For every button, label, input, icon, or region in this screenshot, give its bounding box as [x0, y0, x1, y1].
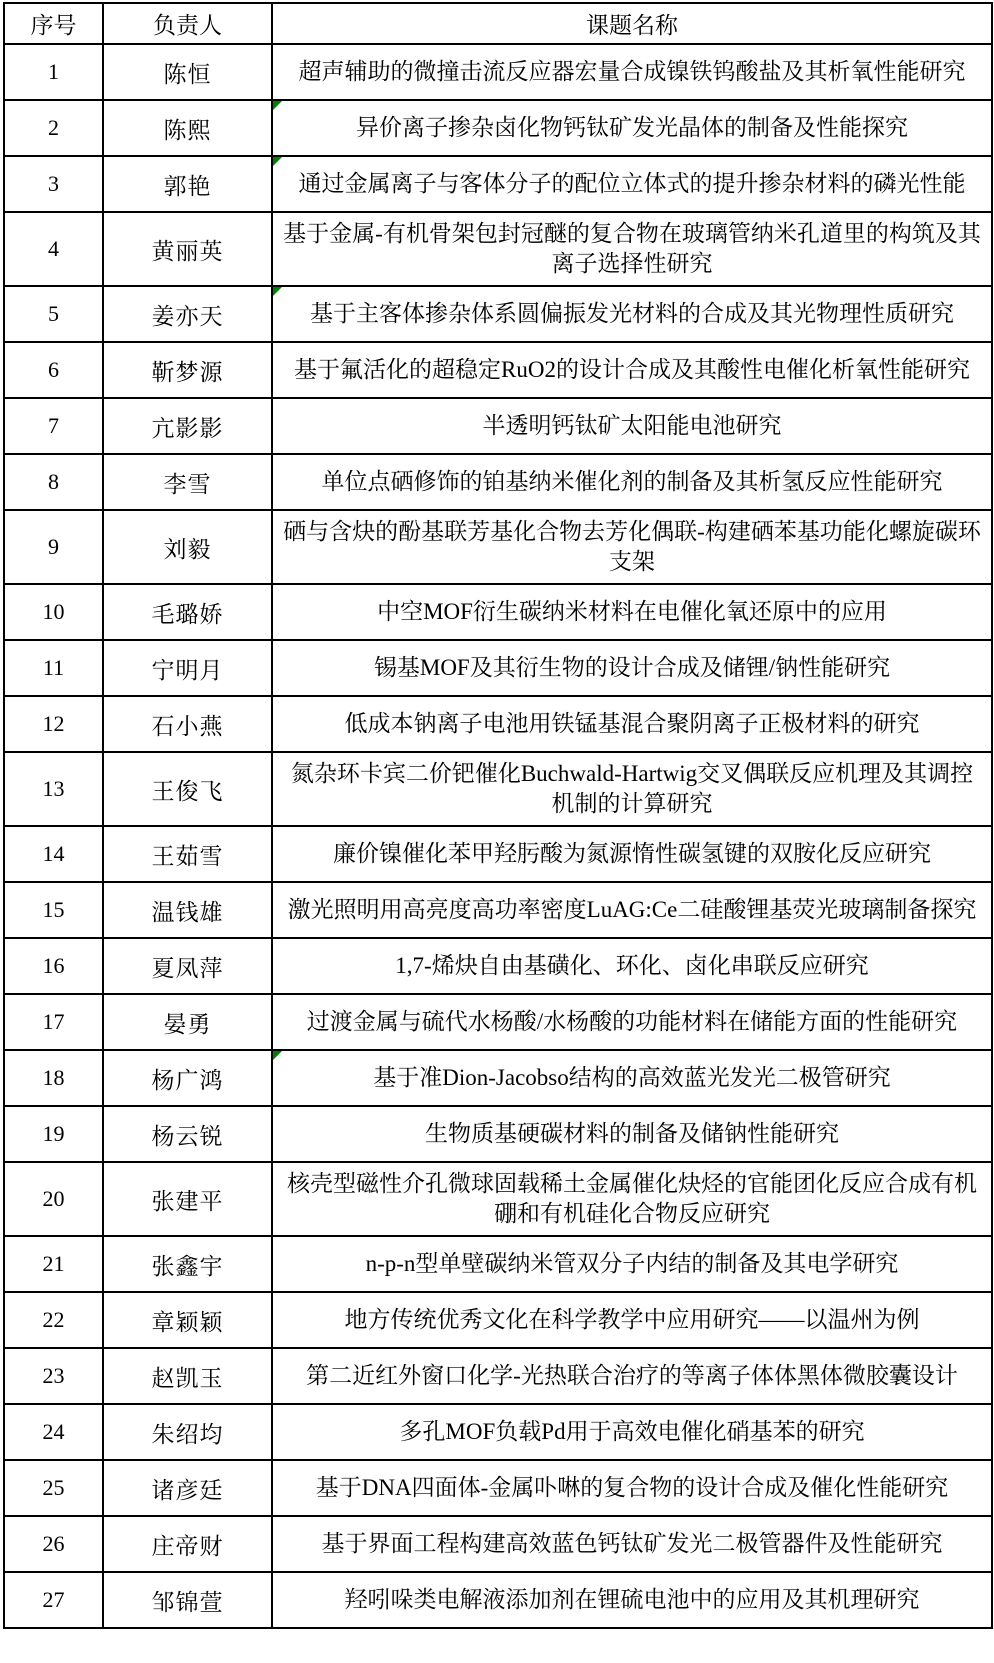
leader-name: 赵凯玉	[103, 1348, 272, 1404]
leader-name: 邹锦萱	[103, 1572, 272, 1628]
row-index: 17	[4, 994, 103, 1050]
table-row	[4, 640, 992, 696]
project-title: 生物质基硬碳材料的制备及储钠性能研究	[425, 1121, 839, 1146]
row-index: 26	[4, 1516, 103, 1572]
project-title: 锡基MOF及其衍生物的设计合成及储锂/钠性能研究	[373, 655, 891, 680]
row-index: 12	[4, 696, 103, 752]
project-title: 氮杂环卡宾二价钯催化Buchwald-Hartwig交叉偶联反应机理及其调控机制的计算研究	[290, 761, 974, 816]
row-index: 18	[4, 1050, 103, 1106]
row-index: 20	[4, 1162, 103, 1236]
project-title: 通过金属离子与客体分子的配位立体式的提升掺杂材料的磷光性能	[298, 171, 966, 196]
project-title: 异价离子掺杂卤化物钙钛矿发光晶体的制备及性能探究	[356, 115, 908, 140]
table-row	[4, 882, 992, 938]
project-title: 低成本钠离子电池用铁锰基混合聚阴离子正极材料的研究	[344, 711, 920, 736]
row-index: 14	[4, 826, 103, 882]
leader-name: 李雪	[103, 454, 272, 510]
table-row	[4, 938, 992, 994]
project-title-cell	[272, 1572, 992, 1628]
row-index: 21	[4, 1236, 103, 1292]
dirty-cell-flag-icon	[273, 287, 282, 296]
project-title: 中空MOF衍生碳纳米材料在电催化氧还原中的应用	[377, 599, 887, 624]
leader-name: 刘毅	[103, 510, 272, 584]
table-row	[4, 994, 992, 1050]
project-title: 硒与含炔的酚基联芳基化合物去芳化偶联-构建硒苯基功能化螺旋碳环支架	[283, 519, 981, 574]
dirty-cell-flag-icon	[273, 157, 282, 166]
project-title-cell	[272, 1292, 992, 1348]
row-index: 24	[4, 1404, 103, 1460]
project-title: 基于准Dion-Jacobso结构的高效蓝光发光二极管研究	[373, 1065, 891, 1090]
project-title-cell	[272, 156, 992, 212]
leader-name: 诸彦廷	[103, 1460, 272, 1516]
leader-name: 张建平	[103, 1162, 272, 1236]
row-index: 27	[4, 1572, 103, 1628]
project-title: 基于金属-有机骨架包封冠醚的复合物在玻璃管纳米孔道里的构筑及其离子选择性研究	[283, 221, 981, 276]
project-title: 激光照明用高亮度高功率密度LuAG:Ce二硅酸锂基荧光玻璃制备探究	[287, 897, 977, 922]
project-title-cell	[272, 826, 992, 882]
row-index: 19	[4, 1106, 103, 1162]
row-index: 16	[4, 938, 103, 994]
project-title: 基于主客体掺杂体系圆偏振发光材料的合成及其光物理性质研究	[310, 301, 954, 326]
leader-name: 石小燕	[103, 696, 272, 752]
leader-name: 郭艳	[103, 156, 272, 212]
row-index: 3	[4, 156, 103, 212]
project-title: 地方传统优秀文化在科学教学中应用研究——以温州为例	[344, 1307, 920, 1332]
table-row	[4, 454, 992, 510]
leader-name: 王茹雪	[103, 826, 272, 882]
table-row	[4, 1348, 992, 1404]
project-title-cell	[272, 584, 992, 640]
project-title: 基于氟活化的超稳定RuO2的设计合成及其酸性电催化析氧性能研究	[294, 357, 970, 382]
project-title-cell	[272, 696, 992, 752]
project-title: 第二近红外窗口化学-光热联合治疗的等离子体体黑体微胶囊设计	[306, 1363, 958, 1388]
table-row	[4, 398, 992, 454]
leader-name: 陈恒	[103, 44, 272, 100]
table-row	[4, 212, 992, 286]
table-row	[4, 1162, 992, 1236]
project-title-cell	[272, 100, 992, 156]
row-index: 22	[4, 1292, 103, 1348]
table-row	[4, 584, 992, 640]
table-row	[4, 342, 992, 398]
projects-table	[3, 2, 993, 1629]
dirty-cell-flag-icon	[273, 101, 282, 110]
row-index: 2	[4, 100, 103, 156]
project-title-cell	[272, 882, 992, 938]
leader-name: 杨云锐	[103, 1106, 272, 1162]
leader-name: 朱绍均	[103, 1404, 272, 1460]
table-row	[4, 1236, 992, 1292]
table-row	[4, 286, 992, 342]
project-title-cell	[272, 212, 992, 286]
table-row	[4, 1572, 992, 1628]
leader-name: 夏凤萍	[103, 938, 272, 994]
project-title-cell	[272, 1236, 992, 1292]
project-title-cell	[272, 398, 992, 454]
project-title: 1,7-烯炔自由基磺化、环化、卤化串联反应研究	[395, 953, 869, 978]
project-title-cell	[272, 1106, 992, 1162]
leader-name: 杨广鸿	[103, 1050, 272, 1106]
leader-name: 章颖颖	[103, 1292, 272, 1348]
leader-name: 晏勇	[103, 994, 272, 1050]
project-title-cell	[272, 752, 992, 826]
project-title: 单位点硒修饰的铂基纳米催化剂的制备及其析氢反应性能研究	[321, 469, 943, 494]
project-title: 基于DNA四面体-金属卟啉的复合物的设计合成及催化性能研究	[315, 1475, 949, 1500]
table-row	[4, 156, 992, 212]
leader-name: 宁明月	[103, 640, 272, 696]
table-row	[4, 752, 992, 826]
row-index: 23	[4, 1348, 103, 1404]
header-index: 序号	[4, 3, 103, 44]
leader-name: 王俊飞	[103, 752, 272, 826]
table-row	[4, 510, 992, 584]
leader-name: 陈熙	[103, 100, 272, 156]
project-title: 羟吲哚类电解液添加剂在锂硫电池中的应用及其机理研究	[344, 1587, 920, 1612]
project-title-cell	[272, 286, 992, 342]
header-row	[4, 3, 992, 44]
header-leader: 负责人	[103, 3, 272, 44]
row-index: 5	[4, 286, 103, 342]
project-title-cell	[272, 1162, 992, 1236]
table-row	[4, 100, 992, 156]
project-title-cell	[272, 938, 992, 994]
row-index: 9	[4, 510, 103, 584]
project-title: 廉价镍催化苯甲羟肟酸为氮源惰性碳氢键的双胺化反应研究	[333, 841, 931, 866]
project-title: 过渡金属与硫代水杨酸/水杨酸的功能材料在储能方面的性能研究	[306, 1009, 958, 1034]
table-row	[4, 1050, 992, 1106]
dirty-cell-flag-icon	[273, 1051, 282, 1060]
leader-name: 黄丽英	[103, 212, 272, 286]
project-title-cell	[272, 510, 992, 584]
project-title-cell	[272, 1404, 992, 1460]
table-row	[4, 44, 992, 100]
table-row	[4, 1292, 992, 1348]
table-row	[4, 1516, 992, 1572]
leader-name: 靳梦源	[103, 342, 272, 398]
leader-name: 姜亦天	[103, 286, 272, 342]
row-index: 4	[4, 212, 103, 286]
project-title: 超声辅助的微撞击流反应器宏量合成镍铁钨酸盐及其析氧性能研究	[298, 59, 966, 84]
row-index: 11	[4, 640, 103, 696]
project-title-cell	[272, 454, 992, 510]
table-row	[4, 1404, 992, 1460]
leader-name: 毛璐娇	[103, 584, 272, 640]
leader-name: 张鑫宇	[103, 1236, 272, 1292]
project-title-cell	[272, 1050, 992, 1106]
project-title: n-p-n型单壁碳纳米管双分子内结的制备及其电学研究	[365, 1251, 899, 1276]
row-index: 10	[4, 584, 103, 640]
project-title-cell	[272, 1460, 992, 1516]
table-row	[4, 1460, 992, 1516]
row-index: 25	[4, 1460, 103, 1516]
project-title-cell	[272, 994, 992, 1050]
project-title: 基于界面工程构建高效蓝色钙钛矿发光二极管器件及性能研究	[321, 1531, 943, 1556]
row-index: 8	[4, 454, 103, 510]
project-title: 半透明钙钛矿太阳能电池研究	[482, 413, 782, 438]
project-title-cell	[272, 342, 992, 398]
leader-name: 温钱雄	[103, 882, 272, 938]
table-row	[4, 1106, 992, 1162]
project-title-cell	[272, 44, 992, 100]
table-row	[4, 696, 992, 752]
project-title: 核壳型磁性介孔微球固载稀土金属催化炔烃的官能团化反应合成有机硼和有机硅化合物反应研究	[287, 1171, 977, 1226]
leader-name: 亢影影	[103, 398, 272, 454]
row-index: 6	[4, 342, 103, 398]
row-index: 15	[4, 882, 103, 938]
project-title: 多孔MOF负载Pd用于高效电催化硝基苯的研究	[399, 1419, 865, 1444]
project-title-cell	[272, 1348, 992, 1404]
leader-name: 庄帝财	[103, 1516, 272, 1572]
project-title-cell	[272, 1516, 992, 1572]
row-index: 1	[4, 44, 103, 100]
row-index: 7	[4, 398, 103, 454]
header-project-title: 课题名称	[272, 3, 992, 44]
project-title-cell	[272, 640, 992, 696]
row-index: 13	[4, 752, 103, 826]
table-row	[4, 826, 992, 882]
